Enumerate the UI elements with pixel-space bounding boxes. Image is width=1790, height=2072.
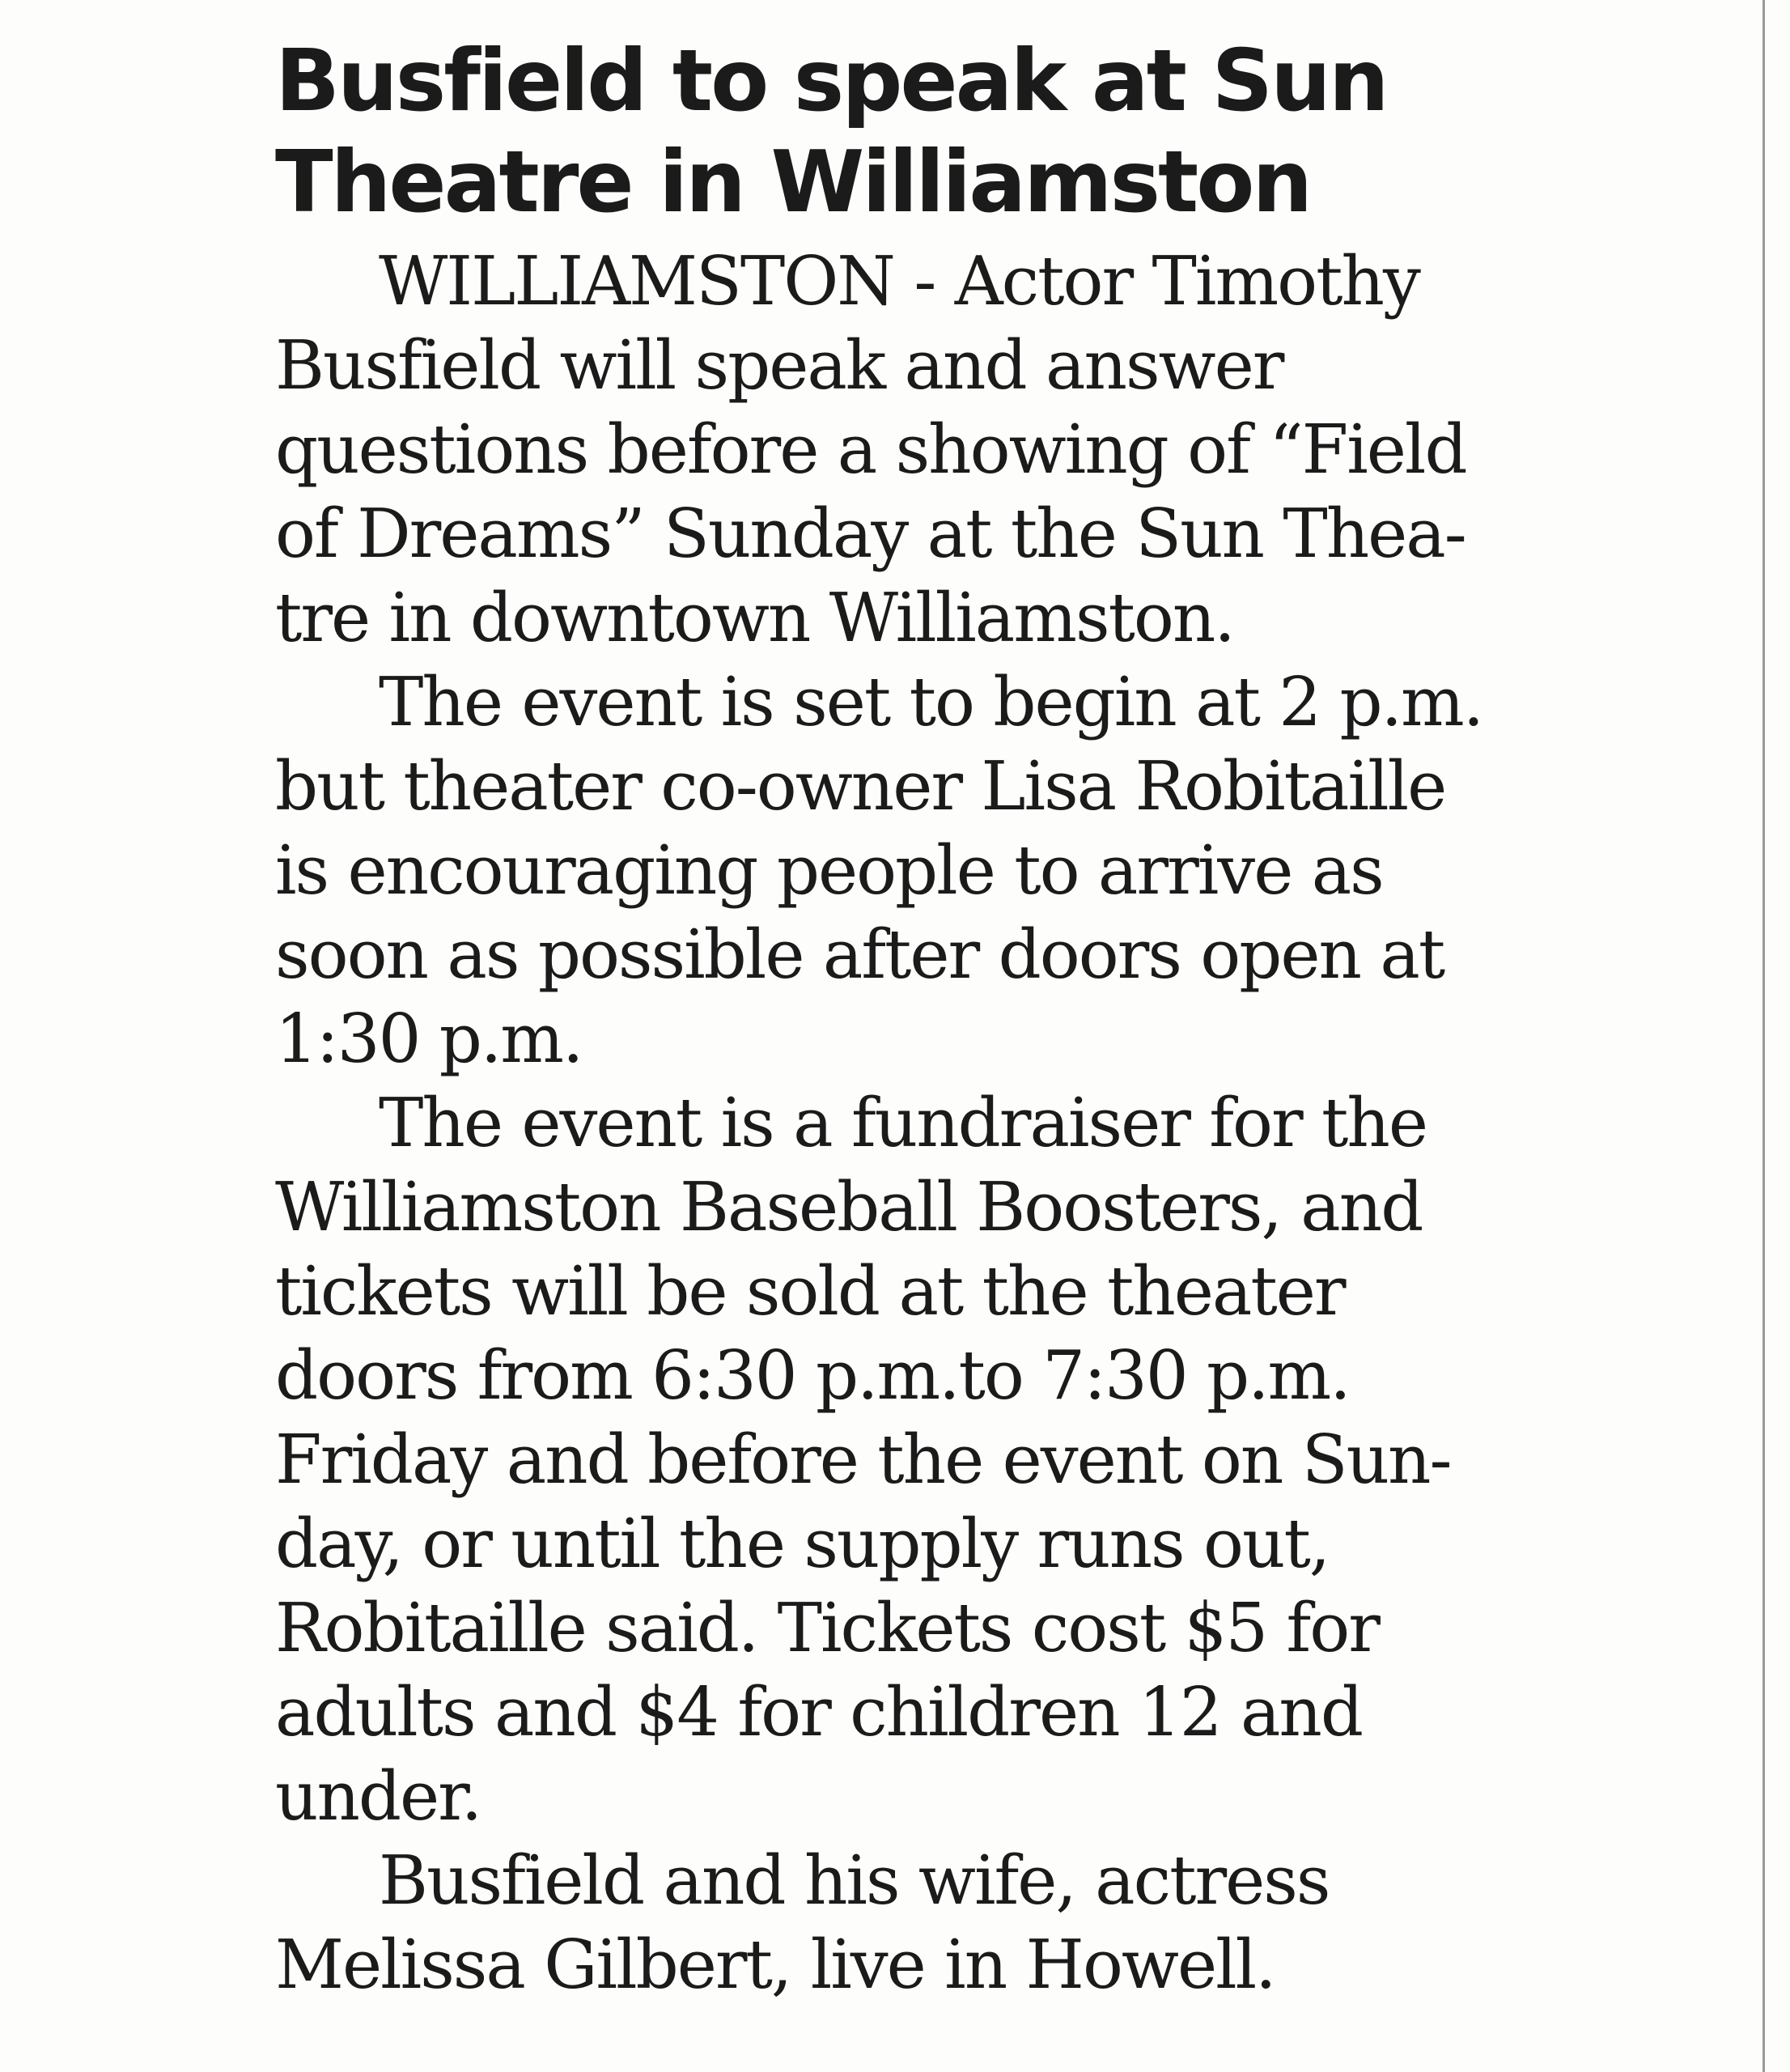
text-line: 1:30 p.m. xyxy=(275,1000,583,1078)
text-line: The event is set to begin at 2 p.m. xyxy=(379,663,1483,741)
text-line: Busfield will speak and answer xyxy=(275,326,1283,405)
text-line: questions before a showing of “Field xyxy=(275,410,1466,489)
column-rule xyxy=(1762,0,1765,2072)
text-line: Robitaille said. Tickets cost $5 for xyxy=(275,1589,1379,1667)
news-clipping xyxy=(275,31,1602,2007)
text-line: but theater co-owner Lisa Robitaille xyxy=(275,747,1446,826)
text-line: day, or until the supply runs out, xyxy=(275,1505,1330,1583)
text-line: is encouraging people to arrive as xyxy=(275,831,1383,910)
text-line: soon as possible after doors open at xyxy=(275,915,1444,994)
text-line: Melissa Gilbert, live in Howell. xyxy=(275,1926,1275,2004)
text-line: of Dreams” Sunday at the Sun Thea- xyxy=(275,495,1466,573)
headline-line: Theatre in Williamston xyxy=(275,133,1311,231)
text-line: adults and $4 for children 12 and xyxy=(275,1673,1363,1751)
text-line: Williamston Baseball Boosters, and xyxy=(275,1168,1423,1246)
text-line: WILLIAMSTON - Actor Timothy xyxy=(379,242,1419,321)
headline xyxy=(275,31,1602,233)
paragraph-closing xyxy=(275,1839,1602,2007)
text-line: tre in downtown Williamston. xyxy=(275,579,1234,657)
text-line: under. xyxy=(275,1757,481,1836)
text-line: doors from 6:30 p.m.to 7:30 p.m. xyxy=(275,1336,1350,1415)
paragraph-tickets xyxy=(275,1081,1602,1839)
paragraph-intro xyxy=(275,240,1602,660)
headline-line: Busfield to speak at Sun xyxy=(275,32,1387,130)
text-line: The event is a fundraiser for the xyxy=(379,1084,1427,1162)
text-line: Friday and before the event on Sun- xyxy=(275,1420,1451,1499)
text-line: Busfield and his wife, actress xyxy=(379,1841,1330,1920)
text-line: tickets will be sold at the theater xyxy=(275,1252,1345,1331)
paragraph-timing xyxy=(275,660,1602,1081)
